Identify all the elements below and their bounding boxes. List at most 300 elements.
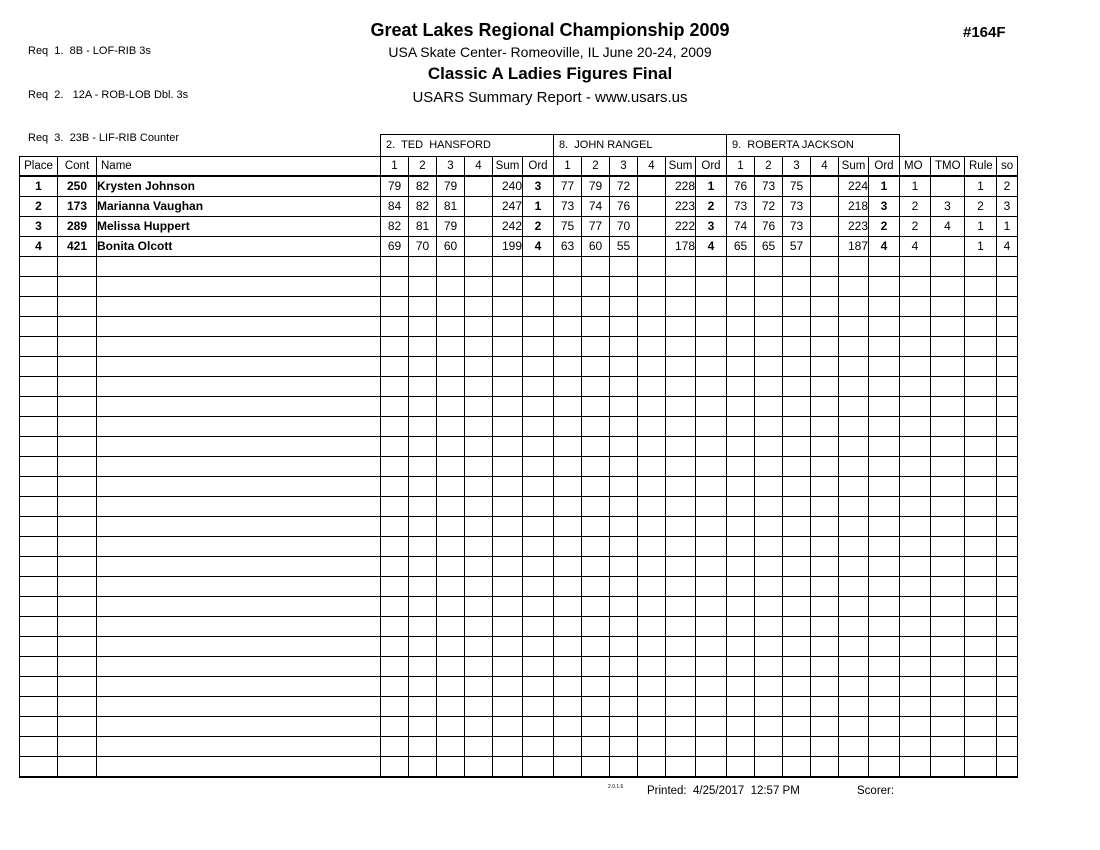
judge3-ord-cell — [869, 437, 900, 457]
judge1-ord-cell — [523, 497, 554, 517]
judge2-ord-cell — [696, 597, 727, 617]
judge1-score1-cell — [381, 557, 409, 577]
name-cell: Melissa Huppert — [97, 217, 381, 237]
judge3-score3-cell — [783, 297, 811, 317]
judge1-score3-cell — [437, 737, 465, 757]
judge3-score2-cell — [755, 617, 783, 637]
judge1-score2-cell — [409, 677, 437, 697]
judge2-score4-cell — [638, 176, 666, 197]
judge2-score1-cell — [554, 557, 582, 577]
judge3-score3-cell — [783, 477, 811, 497]
name-cell — [97, 397, 381, 417]
judge1-score2-cell — [409, 517, 437, 537]
judge2-sum-cell — [666, 377, 696, 397]
judge1-sum-cell — [493, 557, 523, 577]
judge2-score3-cell — [610, 277, 638, 297]
rule-cell — [965, 757, 997, 777]
rule-cell: 2 — [965, 197, 997, 217]
name-cell — [97, 497, 381, 517]
judge-2-name: 8. JOHN RANGEL — [554, 135, 727, 157]
judge3-score3-cell — [783, 397, 811, 417]
name-cell — [97, 757, 381, 777]
competition-title: Great Lakes Regional Championship 2009 — [370, 20, 730, 40]
judge2-ord-cell — [696, 257, 727, 277]
judge2-ord-cell — [696, 297, 727, 317]
judge2-score1-cell — [554, 417, 582, 437]
tmo-cell — [931, 757, 965, 777]
judge1-score1-cell: 69 — [381, 237, 409, 257]
judge2-score4-cell — [638, 557, 666, 577]
empty-row — [20, 697, 1018, 717]
judge3-score3-cell — [783, 377, 811, 397]
judge2-score4-cell — [638, 397, 666, 417]
judge2-score3-cell — [610, 757, 638, 777]
judge3-score4-cell — [811, 337, 839, 357]
skater-row — [20, 197, 1018, 217]
judge3-score3-cell — [783, 277, 811, 297]
mo-cell — [900, 457, 931, 477]
judge1-score3-cell — [437, 357, 465, 377]
name-cell: Krysten Johnson — [97, 176, 381, 197]
judge1-score4-cell — [465, 477, 493, 497]
name-cell — [97, 617, 381, 637]
judge1-ord-cell — [523, 737, 554, 757]
judge1-sum-cell: 199 — [493, 237, 523, 257]
judge2-score1-cell — [554, 517, 582, 537]
rule-cell — [965, 657, 997, 677]
tmo-cell — [931, 717, 965, 737]
name-cell — [97, 297, 381, 317]
tmo-cell — [931, 297, 965, 317]
judge3-score3-cell — [783, 597, 811, 617]
judge3-score1-cell — [727, 577, 755, 597]
mo-cell — [900, 677, 931, 697]
judge3-score1-cell: 73 — [727, 197, 755, 217]
judge1-score1-cell — [381, 717, 409, 737]
judge3-score2-cell — [755, 597, 783, 617]
judge3-sum-cell — [839, 577, 869, 597]
judge2-sum-cell — [666, 437, 696, 457]
so-cell — [997, 557, 1018, 577]
name-cell — [97, 477, 381, 497]
empty-row — [20, 437, 1018, 457]
judge3-score1-cell — [727, 417, 755, 437]
judge1-score3-cell — [437, 617, 465, 637]
judge2-score1-cell — [554, 537, 582, 557]
so-cell — [997, 377, 1018, 397]
judge1-score3-cell — [437, 257, 465, 277]
judge3-sum-cell: 224 — [839, 176, 869, 197]
judge1-sum-cell — [493, 337, 523, 357]
judge2-ord-cell — [696, 537, 727, 557]
so-cell: 3 — [997, 197, 1018, 217]
judge1-score3-cell — [437, 657, 465, 677]
judge1-score2-cell — [409, 717, 437, 737]
judge2-ord-cell — [696, 757, 727, 777]
judge2-score2-cell — [582, 357, 610, 377]
judge2-score2-cell: 77 — [582, 217, 610, 237]
judge1-score3-cell — [437, 397, 465, 417]
judge1-sum-cell: 247 — [493, 197, 523, 217]
tmo-cell — [931, 677, 965, 697]
mo-cell — [900, 417, 931, 437]
judge2-score3-cell — [610, 297, 638, 317]
mo-cell: 2 — [900, 217, 931, 237]
judge3-ord-cell — [869, 377, 900, 397]
name-cell — [97, 697, 381, 717]
judge2-score1-cell — [554, 377, 582, 397]
cont-cell — [58, 677, 97, 697]
skater-row — [20, 176, 1018, 197]
mo-cell: 2 — [900, 197, 931, 217]
judge1-ord-cell — [523, 757, 554, 777]
judge3-ord-cell: 2 — [869, 217, 900, 237]
judge1-score1-cell — [381, 517, 409, 537]
mo-cell — [900, 377, 931, 397]
judge2-score4-cell — [638, 617, 666, 637]
judge1-score4-cell — [465, 497, 493, 517]
judge1-ord-cell — [523, 277, 554, 297]
col-header-j2-4: 4 — [638, 157, 666, 177]
judge1-sum-cell — [493, 297, 523, 317]
cont-cell — [58, 357, 97, 377]
judge3-score4-cell — [811, 217, 839, 237]
judge1-score3-cell — [437, 717, 465, 737]
judge1-sum-cell — [493, 417, 523, 437]
judge3-score2-cell — [755, 657, 783, 677]
so-cell — [997, 417, 1018, 437]
judge2-score2-cell — [582, 337, 610, 357]
place-cell — [20, 257, 58, 277]
rule-cell — [965, 597, 997, 617]
rule-cell — [965, 377, 997, 397]
judge1-ord-cell — [523, 657, 554, 677]
skater-row — [20, 217, 1018, 237]
cont-cell: 289 — [58, 217, 97, 237]
judge1-score4-cell — [465, 637, 493, 657]
col-header-j3-ord: Ord — [869, 157, 900, 177]
judge2-score3-cell — [610, 437, 638, 457]
judge3-score1-cell: 65 — [727, 237, 755, 257]
judge3-ord-cell — [869, 417, 900, 437]
judge1-score4-cell — [465, 277, 493, 297]
judge2-score4-cell — [638, 357, 666, 377]
judge2-score1-cell — [554, 437, 582, 457]
judge2-score2-cell: 60 — [582, 237, 610, 257]
judge2-score2-cell — [582, 457, 610, 477]
judge2-score1-cell — [554, 357, 582, 377]
judge3-ord-cell: 4 — [869, 237, 900, 257]
judge1-score2-cell: 82 — [409, 197, 437, 217]
judge2-score2-cell — [582, 297, 610, 317]
place-cell — [20, 457, 58, 477]
judge3-score1-cell — [727, 517, 755, 537]
judge1-score2-cell — [409, 457, 437, 477]
cont-cell — [58, 277, 97, 297]
judge1-sum-cell — [493, 757, 523, 777]
judge3-score3-cell — [783, 497, 811, 517]
judge3-score4-cell — [811, 697, 839, 717]
judge3-score4-cell — [811, 477, 839, 497]
judge1-score2-cell — [409, 377, 437, 397]
tmo-cell — [931, 697, 965, 717]
event-number: #164F — [963, 24, 1006, 41]
judge2-score2-cell — [582, 437, 610, 457]
judge1-sum-cell — [493, 537, 523, 557]
judge2-score1-cell: 73 — [554, 197, 582, 217]
judge1-score2-cell — [409, 257, 437, 277]
mo-cell — [900, 697, 931, 717]
report-type-line: USARS Summary Report - www.usars.us — [412, 89, 688, 106]
empty-row — [20, 317, 1018, 337]
judge3-sum-cell — [839, 697, 869, 717]
judge3-ord-cell — [869, 597, 900, 617]
cont-cell — [58, 257, 97, 277]
tmo-cell — [931, 517, 965, 537]
empty-row — [20, 517, 1018, 537]
tmo-cell — [931, 497, 965, 517]
judge3-score3-cell — [783, 577, 811, 597]
so-cell — [997, 617, 1018, 637]
judge2-score1-cell: 77 — [554, 176, 582, 197]
judge2-ord-cell — [696, 577, 727, 597]
tmo-cell — [931, 437, 965, 457]
mo-cell — [900, 537, 931, 557]
empty-row — [20, 717, 1018, 737]
mo-cell — [900, 317, 931, 337]
judge3-score3-cell — [783, 617, 811, 637]
cont-cell — [58, 637, 97, 657]
judge1-score4-cell — [465, 677, 493, 697]
judge3-score2-cell — [755, 677, 783, 697]
name-cell — [97, 717, 381, 737]
judge1-ord-cell — [523, 337, 554, 357]
col-header-j1-2: 2 — [409, 157, 437, 177]
place-cell — [20, 497, 58, 517]
place-cell — [20, 597, 58, 617]
so-cell: 1 — [997, 217, 1018, 237]
cont-cell — [58, 477, 97, 497]
judge3-sum-cell — [839, 557, 869, 577]
judge2-sum-cell — [666, 457, 696, 477]
printed-timestamp: Printed: 4/25/2017 12:57 PM — [647, 785, 800, 797]
judge3-score1-cell — [727, 717, 755, 737]
judge2-score3-cell: 76 — [610, 197, 638, 217]
judge3-sum-cell — [839, 357, 869, 377]
judge1-score1-cell — [381, 317, 409, 337]
judge3-score4-cell — [811, 637, 839, 657]
so-cell — [997, 597, 1018, 617]
col-header-place: Place — [20, 157, 58, 177]
judge3-score4-cell — [811, 176, 839, 197]
judge1-sum-cell — [493, 317, 523, 337]
judge2-score3-cell — [610, 457, 638, 477]
judge3-score4-cell — [811, 557, 839, 577]
judge1-ord-cell — [523, 677, 554, 697]
judge2-score3-cell — [610, 497, 638, 517]
judge3-score2-cell — [755, 277, 783, 297]
judge2-score3-cell: 55 — [610, 237, 638, 257]
mo-cell — [900, 737, 931, 757]
judge1-score4-cell — [465, 176, 493, 197]
judge1-ord-cell — [523, 457, 554, 477]
mo-cell — [900, 757, 931, 777]
judge3-ord-cell — [869, 277, 900, 297]
rule-cell — [965, 277, 997, 297]
judge2-sum-cell — [666, 577, 696, 597]
judge1-score3-cell — [437, 337, 465, 357]
venue-line: USA Skate Center- Romeoville, IL June 20-24, 2009 — [388, 44, 712, 60]
judge1-score1-cell — [381, 417, 409, 437]
judge2-ord-cell: 1 — [696, 176, 727, 197]
place-cell — [20, 377, 58, 397]
judge2-score2-cell — [582, 537, 610, 557]
judge2-ord-cell: 4 — [696, 237, 727, 257]
judge2-sum-cell — [666, 517, 696, 537]
judge3-score1-cell — [727, 617, 755, 637]
judge2-sum-cell — [666, 597, 696, 617]
judge2-sum-cell — [666, 557, 696, 577]
judge2-ord-cell — [696, 617, 727, 637]
judge3-sum-cell: 223 — [839, 217, 869, 237]
judge1-score4-cell — [465, 557, 493, 577]
judge1-score2-cell — [409, 637, 437, 657]
judge2-score1-cell — [554, 757, 582, 777]
so-cell — [997, 477, 1018, 497]
place-cell — [20, 697, 58, 717]
col-header-j3-4: 4 — [811, 157, 839, 177]
judge3-score3-cell — [783, 417, 811, 437]
judge1-sum-cell — [493, 577, 523, 597]
judge2-ord-cell — [696, 437, 727, 457]
judge-3-name: 9. ROBERTA JACKSON — [727, 135, 900, 157]
judge3-score3-cell — [783, 737, 811, 757]
place-cell — [20, 357, 58, 377]
judge1-sum-cell — [493, 277, 523, 297]
judge1-ord-cell: 4 — [523, 237, 554, 257]
judge1-score3-cell — [437, 537, 465, 557]
judge2-score2-cell — [582, 417, 610, 437]
judge3-score1-cell — [727, 457, 755, 477]
judge3-ord-cell — [869, 457, 900, 477]
judge3-score1-cell — [727, 257, 755, 277]
judge3-score3-cell — [783, 557, 811, 577]
judge3-score2-cell: 65 — [755, 237, 783, 257]
rule-cell — [965, 577, 997, 597]
judge2-ord-cell — [696, 337, 727, 357]
judge1-score1-cell — [381, 257, 409, 277]
judge3-score3-cell — [783, 637, 811, 657]
mo-cell — [900, 517, 931, 537]
judge3-score4-cell — [811, 657, 839, 677]
tmo-cell — [931, 257, 965, 277]
cont-cell — [58, 657, 97, 677]
judge3-sum-cell — [839, 497, 869, 517]
judge2-score1-cell — [554, 737, 582, 757]
col-header-j2-3: 3 — [610, 157, 638, 177]
rule-cell: 1 — [965, 176, 997, 197]
judge3-score4-cell — [811, 717, 839, 737]
judge3-score4-cell — [811, 737, 839, 757]
so-cell — [997, 717, 1018, 737]
judge2-score4-cell — [638, 317, 666, 337]
judge1-score1-cell — [381, 357, 409, 377]
judge3-sum-cell — [839, 597, 869, 617]
empty-row — [20, 417, 1018, 437]
empty-row — [20, 297, 1018, 317]
tmo-cell: 4 — [931, 217, 965, 237]
empty-row — [20, 277, 1018, 297]
judge1-score1-cell — [381, 617, 409, 637]
judge3-score1-cell — [727, 657, 755, 677]
empty-row — [20, 257, 1018, 277]
so-cell — [997, 497, 1018, 517]
judge1-score2-cell — [409, 577, 437, 597]
empty-row — [20, 637, 1018, 657]
cont-cell: 250 — [58, 176, 97, 197]
judge1-score4-cell — [465, 237, 493, 257]
judge2-score3-cell — [610, 377, 638, 397]
judge2-score3-cell — [610, 637, 638, 657]
judge2-ord-cell — [696, 517, 727, 537]
judge3-score1-cell — [727, 697, 755, 717]
judge2-score3-cell — [610, 617, 638, 637]
judge2-score4-cell — [638, 277, 666, 297]
so-cell — [997, 337, 1018, 357]
judge1-score2-cell — [409, 477, 437, 497]
judge1-score2-cell: 81 — [409, 217, 437, 237]
judge2-score2-cell — [582, 577, 610, 597]
judge1-sum-cell — [493, 377, 523, 397]
empty-row — [20, 557, 1018, 577]
col-header-rule: Rule — [965, 157, 997, 177]
so-cell — [997, 257, 1018, 277]
place-cell — [20, 757, 58, 777]
name-cell — [97, 597, 381, 617]
judge1-ord-cell — [523, 717, 554, 737]
judge3-score3-cell: 75 — [783, 176, 811, 197]
judge3-score1-cell — [727, 377, 755, 397]
judge3-ord-cell — [869, 357, 900, 377]
judge2-score1-cell — [554, 257, 582, 277]
judge2-score4-cell — [638, 217, 666, 237]
name-cell: Bonita Olcott — [97, 237, 381, 257]
judge2-score3-cell — [610, 577, 638, 597]
empty-row — [20, 457, 1018, 477]
judge1-ord-cell — [523, 697, 554, 717]
name-cell: Marianna Vaughan — [97, 197, 381, 217]
judge2-ord-cell — [696, 677, 727, 697]
judge3-sum-cell — [839, 757, 869, 777]
judge3-sum-cell — [839, 417, 869, 437]
judge3-score3-cell — [783, 437, 811, 457]
judge3-ord-cell — [869, 297, 900, 317]
judge2-sum-cell — [666, 497, 696, 517]
judge2-score2-cell — [582, 677, 610, 697]
place-cell — [20, 737, 58, 757]
judge1-ord-cell: 3 — [523, 176, 554, 197]
judge2-score1-cell — [554, 577, 582, 597]
judge3-sum-cell — [839, 517, 869, 537]
judge1-score4-cell — [465, 297, 493, 317]
judge2-score1-cell — [554, 477, 582, 497]
judge2-sum-cell: 178 — [666, 237, 696, 257]
judge1-ord-cell — [523, 597, 554, 617]
judge2-score2-cell — [582, 277, 610, 297]
name-cell — [97, 657, 381, 677]
rule-cell — [965, 637, 997, 657]
cont-cell — [58, 697, 97, 717]
